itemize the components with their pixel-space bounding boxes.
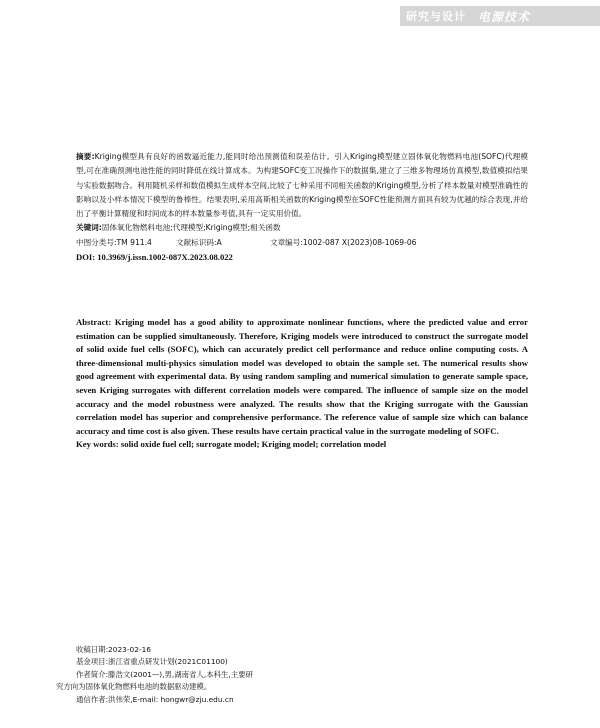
header-section-title: 研究与设计: [406, 10, 466, 23]
journal-header-band: [400, 6, 600, 26]
received-date: 收稿日期:2023-02-16: [76, 645, 152, 654]
footnotes-block: [56, 644, 356, 706]
en-abstract-label: Abstract:: [76, 317, 112, 327]
en-abstract: [76, 316, 528, 438]
cn-abstract-label: 摘要:: [76, 152, 95, 161]
english-abstract-block: [76, 316, 528, 452]
author-bio-line1: 作者简介:滕浩文(2001—),男,湖南省人,本科生,主要研: [76, 669, 253, 679]
fund-project: 基金项目:浙江省重点研发计划(2021C01100): [76, 657, 228, 667]
en-abstract-text: Kriging model has a good ability to approximate nonlinear functions, where the predicted value and error estimation can be supplied simultaneously. Therefore, Kriging models were introduced to construct the surrogate model of solid oxide fuel cells (SOFC), which can accurately predict cell performance and reduce online computing costs. A three-dimensional multi-physics simulation model was developed to obtain the sample set. The numerical results show good agreement with experimental data. By using random sampling and numerical simulation to generate sample space, seven Kriging surrogates with different correlation models were compared. The influence of sample size on the model accuracy and the model robustness were analyzed. The results show that the Kriging surrogate with the Gaussian correlation model has superior and comprehensive performance. The reference value of sample size which can balance accuracy and time cost is also given. These results have certain practical value in the surrogate modeling of SOFC.: [76, 317, 528, 436]
header-journal-name: 电源技术: [478, 9, 531, 24]
en-keywords-text: solid oxide fuel cell; surrogate model; Kriging model; correlation model: [120, 439, 387, 450]
cn-meta-line: [76, 236, 528, 250]
chinese-abstract-block: [76, 150, 528, 264]
cn-keywords: [76, 221, 528, 235]
author-bio-line2: 究方向为固体氧化物燃料电池的数据驱动建模。: [56, 682, 212, 692]
article-number: 文章编号:1002-087 X(2023)08-1069-06: [270, 237, 417, 247]
clc-number: 中图分类号:TM 911.4: [76, 237, 152, 247]
document-code: 文献标识码:A: [176, 237, 222, 247]
cn-keywords-text: 固体氧化物燃料电池;代理模型;Kriging模型;相关函数: [101, 223, 281, 233]
doi-line: DOI: 10.3969/j.issn.1002-087X.2023.08.022: [76, 252, 233, 263]
cn-abstract-text: Kriging模型具有良好的函数逼近能力,能同时给出预测值和误差估计。引入Kriging模型建立固体氧化物燃料电池(SOFC)代理模型,可在准确预测电池性能的同时降低在线计算成本。为构建SOFC变工况操作下的数据集,建立了三维多物理场仿真模型,数值模拟结果与实验数据吻合。利用随机采样和数值模拟生成样本空间,比较了七种采用不同相关函数的Kriging模型,分析了样本数量对模型准确性的影响以及小样本情况下模型的鲁棒性。结果表明,采用高斯相关函数的Kriging模型在SOFC性能预测方面具有较为优越的综合表现,并给出了平衡计算精度和时间成本的样本数量参考值,具有一定实用价值。: [76, 152, 528, 219]
en-keywords-label: Key words:: [76, 439, 119, 450]
cn-abstract: [76, 150, 528, 221]
en-keywords: [76, 438, 528, 452]
corresponding-author: 通信作者:洪伟荣,E-mail: hongwr@zju.edu.cn: [76, 694, 234, 704]
cn-keywords-label: 关键词:: [76, 223, 102, 233]
